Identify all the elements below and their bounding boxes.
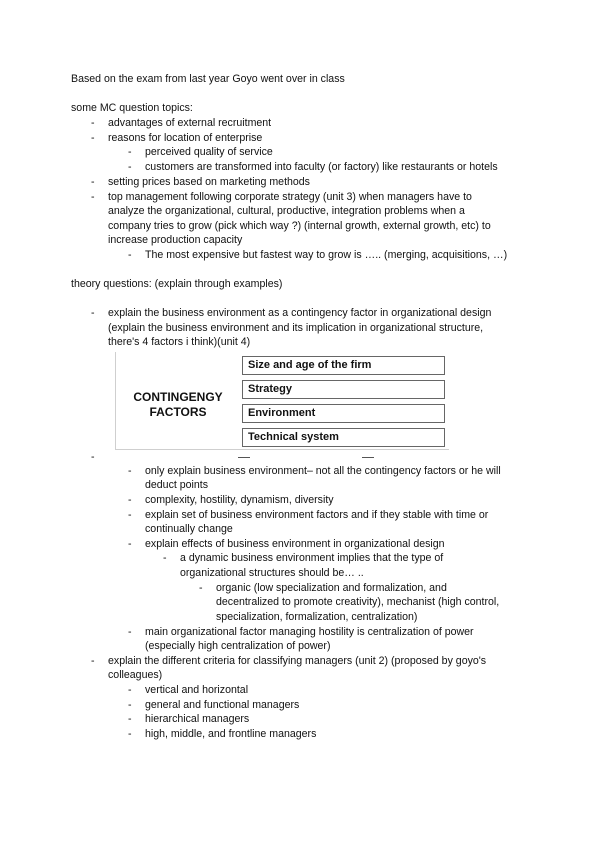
bullet-dash: -	[91, 451, 95, 463]
figure-title	[128, 390, 228, 420]
mc-subitem: perceived quality of service	[145, 146, 273, 158]
figure-title-line: CONTINGENGY	[133, 390, 223, 404]
bullet-dash: -	[128, 538, 132, 550]
sub-item: main organizational factor managing hostility is centralization of power	[145, 626, 474, 638]
managers-item-cont: colleagues)	[108, 669, 163, 681]
sub-item: only explain business environment– not all the contingency factors or he will	[145, 465, 501, 477]
managers-item: explain the different criteria for classifying managers (unit 2) (proposed by goyo's	[108, 655, 487, 667]
bullet-dash: -	[128, 146, 132, 158]
figure-tick	[238, 457, 250, 458]
manager-type: high, middle, and frontline managers	[145, 728, 317, 740]
bullet-dash: -	[199, 582, 203, 594]
sub-item-cont: deduct points	[145, 479, 209, 491]
contingency-factors-figure	[115, 352, 449, 450]
sub-item: explain set of business environment factors and if they stable with time or	[145, 509, 489, 521]
bullet-dash: -	[128, 509, 132, 521]
sub-subitem: a dynamic business environment implies that the type of	[180, 552, 444, 564]
mc-item-cont: increase production capacity	[108, 234, 243, 246]
figure-tick	[362, 457, 374, 458]
mc-subitem: customers are transformed into faculty (or factory) like restaurants or hotels	[145, 161, 498, 173]
figure-title-line: FACTORS	[149, 405, 207, 419]
mc-item-cont: analyze the organizational, cultural, productive, integration problems when a	[108, 205, 465, 217]
bullet-dash: -	[163, 552, 167, 564]
factor-box-technical-system: Technical system	[242, 428, 445, 447]
mc-subitem: The most expensive but fastest way to grow is ….. (merging, acquisitions, …)	[145, 249, 508, 261]
factor-box-size-age: Size and age of the firm	[242, 356, 445, 375]
bullet-dash: -	[128, 728, 132, 740]
sub-item: complexity, hostility, dynamism, diversity	[145, 494, 334, 506]
bullet-dash: -	[91, 117, 95, 129]
document-header: Based on the exam from last year Goyo went over in class	[71, 73, 345, 85]
bullet-dash: -	[128, 465, 132, 477]
bullet-dash: -	[128, 699, 132, 711]
mc-item: advantages of external recruitment	[108, 117, 272, 129]
manager-type: general and functional managers	[145, 699, 300, 711]
bullet-dash: -	[128, 494, 132, 506]
bullet-dash: -	[91, 191, 95, 203]
theory-item-cont: there's 4 factors i think)(unit 4)	[108, 336, 251, 348]
bullet-dash: -	[128, 713, 132, 725]
sub-subsubitem-cont: decentralized to promote creativity), mechanist (high control,	[216, 596, 500, 608]
bullet-dash: -	[128, 249, 132, 261]
sub-item-cont: (especially high centralization of power)	[145, 640, 331, 652]
bullet-dash: -	[91, 132, 95, 144]
sub-subsubitem: organic (low specialization and formalization, and	[216, 582, 447, 594]
bullet-dash: -	[91, 307, 95, 319]
sub-item: explain effects of business environment in organizational design	[145, 538, 445, 550]
bullet-dash: -	[91, 655, 95, 667]
mc-heading: some MC question topics:	[71, 102, 193, 114]
mc-item: setting prices based on marketing methods	[108, 176, 310, 188]
bullet-dash: -	[128, 684, 132, 696]
bullet-dash: -	[128, 161, 132, 173]
sub-subsubitem-cont: specialization, formalization, centralization)	[216, 611, 418, 623]
factor-box-strategy: Strategy	[242, 380, 445, 399]
theory-heading: theory questions: (explain through examples)	[71, 278, 283, 290]
mc-item-cont: company tries to grow (pick which way ?) (internal growth, external growth, etc) to	[108, 220, 491, 232]
sub-subitem-cont: organizational structures should be… ..	[180, 567, 364, 579]
theory-item-cont: (explain the business environment and its implication in organizational structure,	[108, 322, 484, 334]
bullet-dash: -	[128, 626, 132, 638]
bullet-dash: -	[91, 176, 95, 188]
factor-box-environment: Environment	[242, 404, 445, 423]
mc-item: reasons for location of enterprise	[108, 132, 263, 144]
manager-type: hierarchical managers	[145, 713, 250, 725]
mc-item: top management following corporate strategy (unit 3) when managers have to	[108, 191, 472, 203]
manager-type: vertical and horizontal	[145, 684, 249, 696]
theory-item: explain the business environment as a contingency factor in organizational design	[108, 307, 492, 319]
sub-item-cont: continually change	[145, 523, 233, 535]
